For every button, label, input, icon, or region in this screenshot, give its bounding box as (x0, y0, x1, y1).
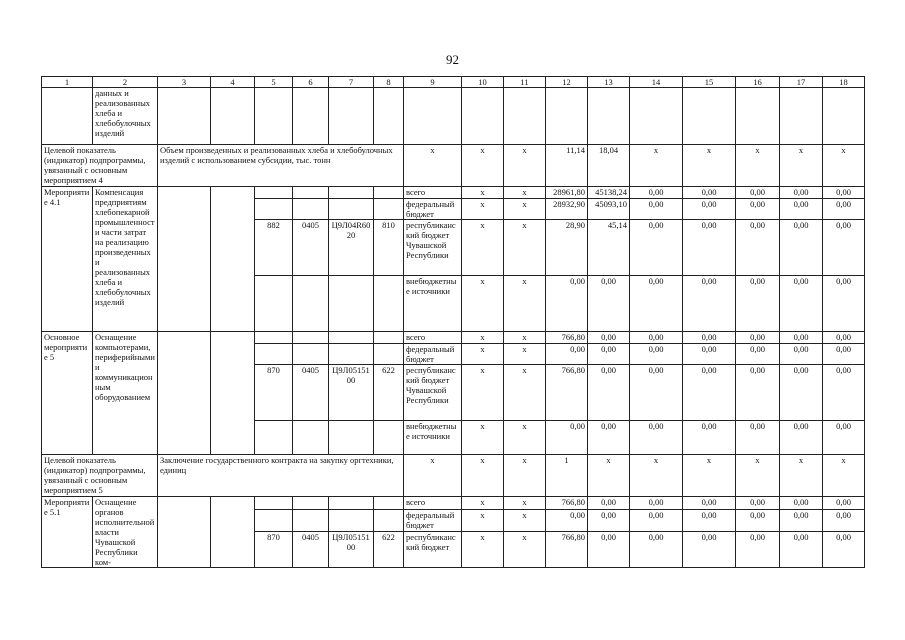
value-cell: 766,80 (546, 497, 588, 510)
column-number: 2 (93, 77, 158, 88)
value-cell: 0,00 (546, 344, 588, 365)
table-cell (374, 332, 404, 344)
value-cell: 0,00 (823, 220, 865, 276)
csr-code: Ц9Л04R6020 (329, 220, 374, 276)
csr-code: Ц9Л0515100 (329, 365, 374, 421)
table-cell (374, 344, 404, 365)
value-cell: х (504, 187, 546, 199)
value-cell: 0,00 (683, 220, 736, 276)
value-cell: 0,00 (683, 276, 736, 332)
funding-source: республиканский бюджет Чувашской Республики (404, 220, 462, 276)
value-cell: 11,14 (546, 145, 588, 187)
value-cell: х (404, 455, 462, 497)
value-cell: х (462, 332, 504, 344)
table-cell (374, 421, 404, 455)
table-cell (255, 344, 293, 365)
value-cell: х (462, 276, 504, 332)
value-cell: х (462, 145, 504, 187)
funding-source: республиканский бюджет Чувашской Республики (404, 365, 462, 421)
funding-row-total (42, 332, 865, 344)
value-cell: х (404, 145, 462, 187)
value-cell: 0,00 (630, 344, 683, 365)
table-cell (158, 88, 211, 145)
value-cell: 0,00 (736, 332, 780, 344)
value-cell: 45138,24 (588, 187, 630, 199)
value-cell: 766,80 (546, 332, 588, 344)
table-cell (630, 88, 683, 145)
value-cell: 0,00 (546, 421, 588, 455)
value-cell: 0,00 (588, 509, 630, 531)
value-cell: 0,00 (683, 421, 736, 455)
value-cell: х (780, 145, 823, 187)
value-cell: 0,00 (630, 220, 683, 276)
column-number: 18 (823, 77, 865, 88)
value-cell: 0,00 (736, 531, 780, 567)
value-cell: х (462, 344, 504, 365)
value-cell: 0,00 (780, 276, 823, 332)
column-number: 12 (546, 77, 588, 88)
table-cell (374, 509, 404, 531)
table-cell (546, 88, 588, 145)
table-cell (158, 332, 211, 455)
value-cell: 0,00 (823, 421, 865, 455)
value-cell: 0,00 (683, 365, 736, 421)
value-cell: 0,00 (683, 344, 736, 365)
value-cell: х (630, 145, 683, 187)
value-cell: х (736, 145, 780, 187)
column-number: 9 (404, 77, 462, 88)
value-cell: 0,00 (630, 187, 683, 199)
value-cell: 0,00 (546, 276, 588, 332)
rz-pr-code: 0405 (293, 220, 329, 276)
measure-description: Компенсация предприятиям хлебопекарной промышленности части затрат на реализацию произведенных и реализованных хлеба и хлебобулочных изделий (93, 187, 158, 332)
value-cell: 1 (546, 455, 588, 497)
table-cell (683, 88, 736, 145)
value-cell: 0,00 (683, 497, 736, 510)
table-cell (293, 421, 329, 455)
column-number: 10 (462, 77, 504, 88)
measure-description: Оснащение органов исполнительной власти Чувашской Республики ком- (93, 497, 158, 568)
table-cell (329, 332, 374, 344)
value-cell: 0,00 (823, 276, 865, 332)
table-cell (736, 88, 780, 145)
column-number: 8 (374, 77, 404, 88)
funding-source: федеральный бюджет (404, 509, 462, 531)
column-number: 16 (736, 77, 780, 88)
table-cell (329, 199, 374, 220)
value-cell: х (462, 199, 504, 220)
value-cell: х (462, 220, 504, 276)
target-indicator-row (42, 145, 865, 187)
value-cell: 0,00 (683, 199, 736, 220)
table-cell (158, 187, 211, 332)
value-cell: 0,00 (780, 421, 823, 455)
table-cell (255, 421, 293, 455)
rz-pr-code: 0405 (293, 531, 329, 567)
value-cell: 0,00 (780, 365, 823, 421)
funding-source: внебюджетные источники (404, 421, 462, 455)
column-number: 3 (158, 77, 211, 88)
value-cell: х (780, 455, 823, 497)
vr-code: 622 (374, 365, 404, 421)
value-cell: 0,00 (736, 220, 780, 276)
value-cell: х (462, 497, 504, 510)
measure-description: данных и реализованных хлеба и хлебобулочных изделий (93, 88, 158, 145)
indicator-text: Объем произведенных и реализованных хлеба и хлебобулочных изделий с использованием субсидии, тыс. тонн (158, 145, 404, 187)
table-cell (329, 421, 374, 455)
funding-source: всего (404, 332, 462, 344)
measure-label: Мероприятие 5.1 (42, 497, 93, 568)
value-cell: 0,00 (780, 509, 823, 531)
value-cell: 0,00 (780, 199, 823, 220)
value-cell: х (630, 455, 683, 497)
table-cell (211, 332, 255, 455)
table-cell (504, 88, 546, 145)
value-cell: 0,00 (736, 187, 780, 199)
value-cell: 0,00 (683, 187, 736, 199)
value-cell: 0,00 (630, 531, 683, 567)
value-cell: 0,00 (588, 531, 630, 567)
value-cell: х (504, 220, 546, 276)
funding-source: федеральный бюджет (404, 199, 462, 220)
table-cell (293, 88, 329, 145)
value-cell: 28961,80 (546, 187, 588, 199)
column-number: 14 (630, 77, 683, 88)
csr-code: Ц9Л0515100 (329, 531, 374, 567)
value-cell: 0,00 (736, 365, 780, 421)
value-cell: х (504, 344, 546, 365)
value-cell: 0,00 (736, 421, 780, 455)
table-cell (293, 199, 329, 220)
value-cell: 0,00 (823, 365, 865, 421)
table-cell (329, 497, 374, 510)
funding-source: всего (404, 497, 462, 510)
value-cell: х (588, 455, 630, 497)
table-cell (780, 88, 823, 145)
value-cell: 0,00 (736, 276, 780, 332)
funding-row-total (42, 187, 865, 199)
gr-code: 870 (255, 365, 293, 421)
value-cell: 0,00 (780, 344, 823, 365)
value-cell: 28932,90 (546, 199, 588, 220)
table-cell (255, 88, 293, 145)
column-number: 4 (211, 77, 255, 88)
indicator-text: Заключение государственного контракта на закупку оргтехники, единиц (158, 455, 404, 497)
value-cell: х (504, 332, 546, 344)
value-cell: 0,00 (630, 509, 683, 531)
column-number: 6 (293, 77, 329, 88)
table-cell (211, 187, 255, 332)
value-cell: х (462, 509, 504, 531)
table-cell (255, 332, 293, 344)
table-cell (374, 187, 404, 199)
table-cell (255, 509, 293, 531)
funding-source: республиканский бюджет (404, 531, 462, 567)
value-cell: 0,00 (823, 531, 865, 567)
value-cell: х (683, 455, 736, 497)
funding-source: федеральный бюджет (404, 344, 462, 365)
page-number: 92 (446, 52, 459, 67)
table-cell (211, 88, 255, 145)
value-cell: х (504, 199, 546, 220)
value-cell: 0,00 (823, 344, 865, 365)
value-cell: 0,00 (823, 199, 865, 220)
table-cell (329, 88, 374, 145)
table-cell (293, 497, 329, 510)
column-number: 7 (329, 77, 374, 88)
value-cell: 0,00 (588, 497, 630, 510)
value-cell: 0,00 (588, 421, 630, 455)
value-cell: х (504, 497, 546, 510)
value-cell: 0,00 (683, 332, 736, 344)
table-cell (374, 199, 404, 220)
value-cell: 0,00 (823, 509, 865, 531)
value-cell: 0,00 (736, 344, 780, 365)
value-cell: х (683, 145, 736, 187)
value-cell: 0,00 (630, 421, 683, 455)
table-cell (462, 88, 504, 145)
value-cell: х (504, 145, 546, 187)
table-cell (42, 88, 93, 145)
value-cell: 0,00 (630, 497, 683, 510)
value-cell: 45093,10 (588, 199, 630, 220)
table-cell (158, 497, 211, 568)
table-cell (255, 497, 293, 510)
table-cell (293, 276, 329, 332)
value-cell: х (462, 421, 504, 455)
value-cell: 0,00 (736, 199, 780, 220)
value-cell: х (823, 145, 865, 187)
funding-source: внебюджетные источники (404, 276, 462, 332)
measure-label: Основное мероприятие 5 (42, 332, 93, 455)
value-cell: 0,00 (630, 365, 683, 421)
value-cell: 0,00 (683, 509, 736, 531)
value-cell: 0,00 (780, 332, 823, 344)
funding-source: всего (404, 187, 462, 199)
value-cell: 0,00 (588, 344, 630, 365)
value-cell: 18,04 (588, 145, 630, 187)
value-cell: х (462, 531, 504, 567)
measure-description: Оснащение компьютерами, периферийными и коммуникационным оборудованием (93, 332, 158, 455)
value-cell: х (504, 531, 546, 567)
value-cell: 0,00 (546, 509, 588, 531)
table-cell (293, 344, 329, 365)
indicator-label: Целевой показатель (индикатор) подпрограммы, увязанный с основным мероприятием 5 (42, 455, 158, 497)
value-cell: 28,90 (546, 220, 588, 276)
value-cell: 0,00 (736, 497, 780, 510)
value-cell: х (504, 455, 546, 497)
value-cell: 45,14 (588, 220, 630, 276)
value-cell: 766,80 (546, 531, 588, 567)
value-cell: х (504, 365, 546, 421)
gr-code: 882 (255, 220, 293, 276)
value-cell: 0,00 (823, 187, 865, 199)
gr-code: 870 (255, 531, 293, 567)
column-number-row (42, 77, 865, 88)
continuation-row (42, 88, 865, 145)
value-cell: 0,00 (780, 220, 823, 276)
table-cell (374, 497, 404, 510)
budget-table (41, 76, 865, 568)
value-cell: х (462, 455, 504, 497)
column-number: 1 (42, 77, 93, 88)
table-cell (255, 199, 293, 220)
measure-label: Мероприятие 4.1 (42, 187, 93, 332)
value-cell: 0,00 (588, 365, 630, 421)
table-cell (329, 344, 374, 365)
column-number: 5 (255, 77, 293, 88)
value-cell: 0,00 (780, 497, 823, 510)
table-cell (588, 88, 630, 145)
value-cell: х (736, 455, 780, 497)
value-cell: х (823, 455, 865, 497)
column-number: 15 (683, 77, 736, 88)
value-cell: 0,00 (736, 509, 780, 531)
table-cell (255, 187, 293, 199)
column-number: 13 (588, 77, 630, 88)
value-cell: 0,00 (588, 276, 630, 332)
value-cell: х (462, 187, 504, 199)
table-cell (293, 187, 329, 199)
value-cell: 0,00 (630, 332, 683, 344)
value-cell: х (504, 421, 546, 455)
table-cell (293, 509, 329, 531)
table-cell (293, 332, 329, 344)
target-indicator-row (42, 455, 865, 497)
value-cell: 766,80 (546, 365, 588, 421)
funding-row-total (42, 497, 865, 510)
table-cell (823, 88, 865, 145)
table-cell (211, 497, 255, 568)
value-cell: 0,00 (780, 187, 823, 199)
table-cell (404, 88, 462, 145)
value-cell: 0,00 (823, 332, 865, 344)
vr-code: 810 (374, 220, 404, 276)
value-cell: х (462, 365, 504, 421)
value-cell: 0,00 (630, 276, 683, 332)
value-cell: 0,00 (780, 531, 823, 567)
table-cell (374, 276, 404, 332)
value-cell: х (504, 276, 546, 332)
value-cell: 0,00 (630, 199, 683, 220)
column-number: 11 (504, 77, 546, 88)
column-number: 17 (780, 77, 823, 88)
indicator-label: Целевой показатель (индикатор) подпрограммы, увязанный с основным мероприятием 4 (42, 145, 158, 187)
value-cell: х (504, 509, 546, 531)
rz-pr-code: 0405 (293, 365, 329, 421)
value-cell: 0,00 (588, 332, 630, 344)
table-cell (329, 276, 374, 332)
table-cell (255, 276, 293, 332)
vr-code: 622 (374, 531, 404, 567)
table-cell (329, 509, 374, 531)
value-cell: 0,00 (823, 497, 865, 510)
table-cell (329, 187, 374, 199)
value-cell: 0,00 (683, 531, 736, 567)
table-cell (374, 88, 404, 145)
